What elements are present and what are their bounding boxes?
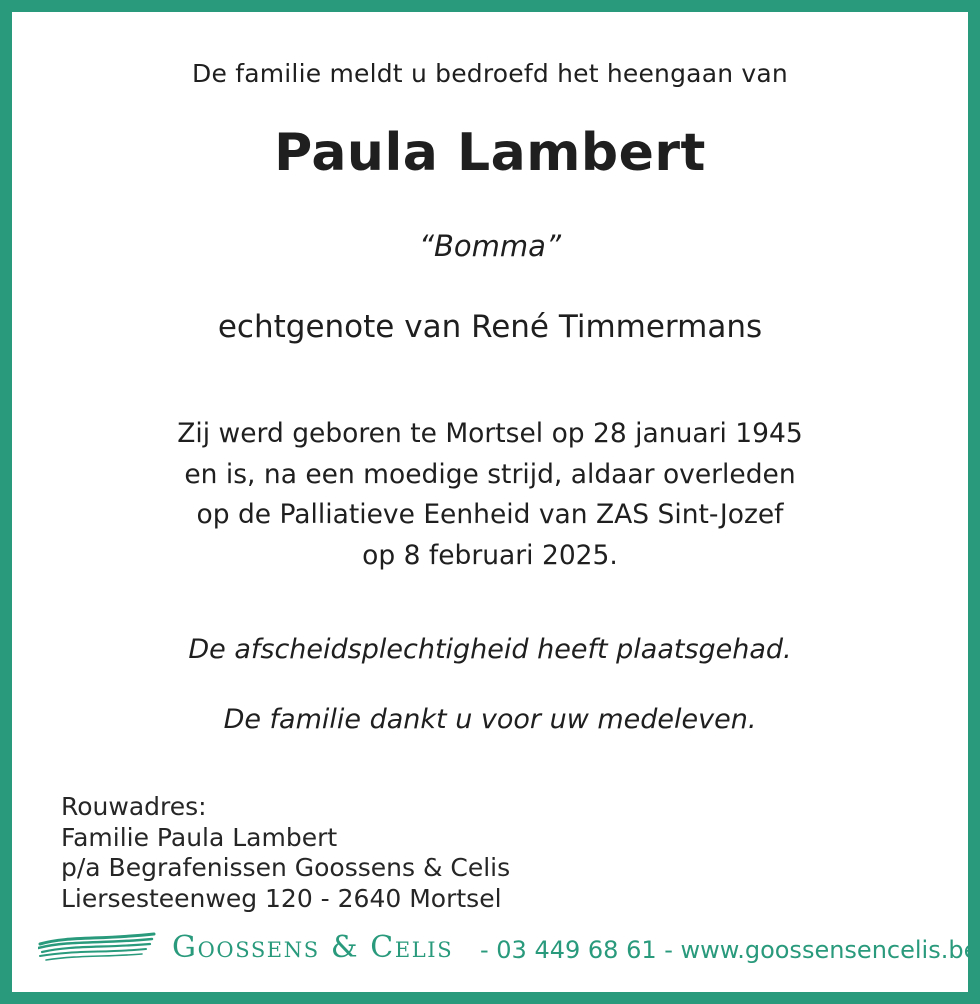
address-line: Familie Paula Lambert [61, 822, 338, 852]
address-line: p/a Begrafenissen Goossens & Celis [61, 853, 511, 882]
funeral-home-brand: Goossens & Celis [172, 930, 454, 965]
funeral-home-footer [38, 928, 979, 972]
spouse-line: echtgenote van René Timmermans [217, 309, 763, 345]
bio-line: en is, na een moedige strijd, aldaar overleden [184, 458, 796, 490]
bio-line: op 8 februari 2025. [362, 539, 618, 571]
ceremony-note: De afscheidsplechtigheid heeft plaatsgehad. [188, 634, 792, 665]
intro-text: De familie meldt u bedroefd het heengaan van [192, 59, 788, 88]
address-line: Liersesteenweg 120 - 2640 Mortsel [61, 883, 502, 913]
nickname: “Bomma” [419, 229, 561, 263]
mourning-address [61, 792, 510, 914]
waves-logo-icon [38, 930, 156, 966]
contact-info: - 03 449 68 61 - www.goossensencelis.be [480, 936, 979, 964]
bio-line: Zij werd geboren te Mortsel op 28 januari 1945 [177, 418, 803, 449]
bio-line: op de Palliatieve Eenheid van ZAS Sint-Jozef [196, 499, 784, 530]
thanks-note: De familie dankt u voor uw medeleven. [223, 704, 757, 735]
address-line: Rouwadres: [61, 792, 207, 821]
deceased-name: Paula Lambert [274, 123, 706, 183]
bio-paragraph [12, 414, 968, 576]
